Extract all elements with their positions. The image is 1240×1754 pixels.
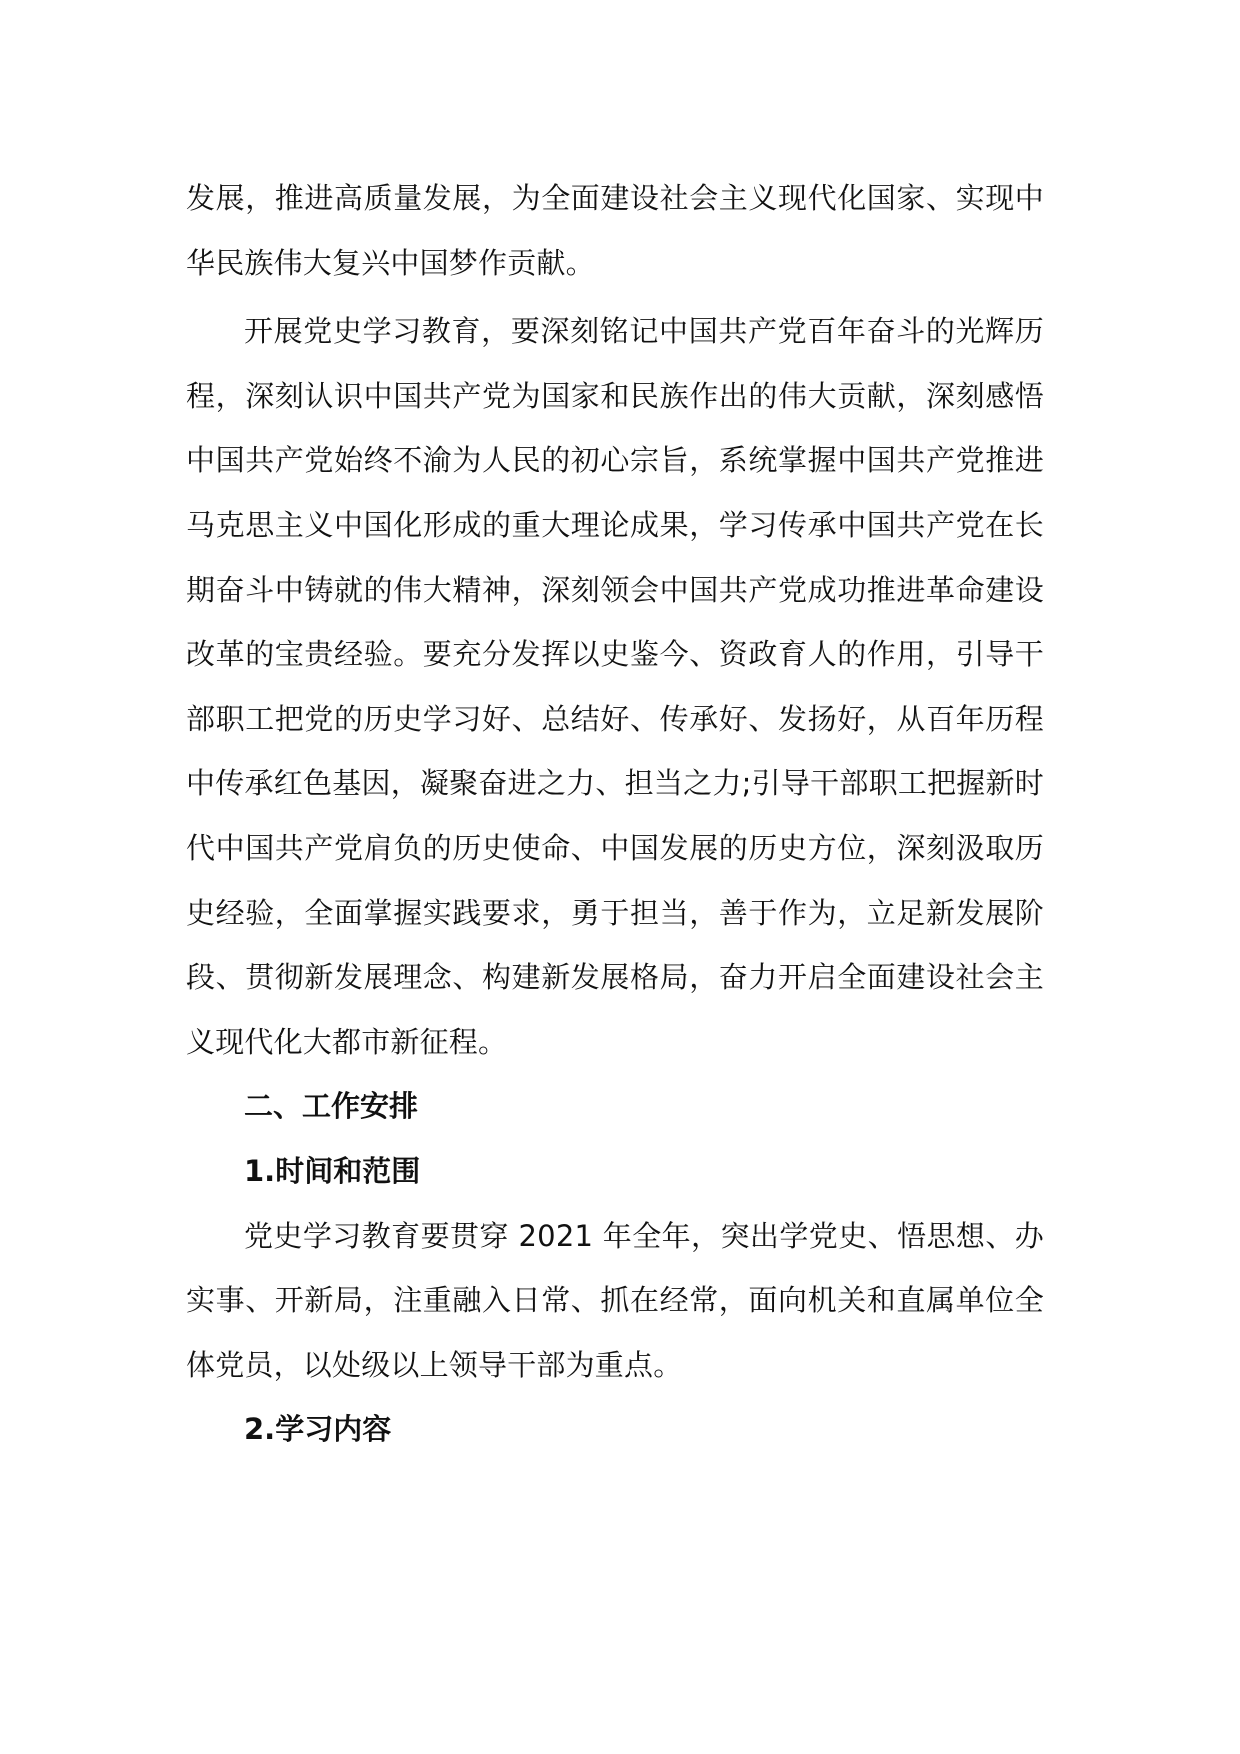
subheading-study-content: 2.学习内容 [244, 1412, 392, 1447]
document-body [186, 166, 1044, 1462]
paragraph-time-and-scope: 党史学习教育要贯穿 2021 年全年，突出学党史、悟思想、办实事、开新局，注重融入日常、抓在经常，面向机关和直属单位全体党员，以处级以上领导干部为重点。 [186, 1218, 1044, 1382]
subheading-time-and-scope: 1.时间和范围 [244, 1153, 421, 1188]
paragraph-continuation: 发展，推进高质量发展，为全面建设社会主义现代化国家、实现中华民族伟大复兴中国梦作贡献。 [186, 181, 1044, 280]
section-heading-work-arrangement: 二、工作安排 [244, 1089, 419, 1124]
paragraph-party-history-study: 开展党史学习教育，要深刻铭记中国共产党百年奋斗的光辉历程，深刻认识中国共产党为国家和民族作出的伟大贡献，深刻感悟中国共产党始终不渝为人民的初心宗旨，系统掌握中国共产党推进马克思主义中国化形成的重大理论成果，学习传承中国共产党在长期奋斗中铸就的伟大精神，深刻领会中国共产党成功推进革命建设改革的宝贵经验。要充分发挥以史鉴今、资政育人的作用，引导干部职工把党的历史学习好、总结好、传承好、发扬好，从百年历程中传承红色基因，凝聚奋进之力、担当之力;引导干部职工把握新时代中国共产党肩负的历史使命、中国发展的历史方位，深刻汲取历史经验，全面掌握实践要求，勇于担当，善于作为，立足新发展阶段、贯彻新发展理念、构建新发展格局，奋力开启全面建设社会主义现代化大都市新征程。 [186, 314, 1044, 1059]
